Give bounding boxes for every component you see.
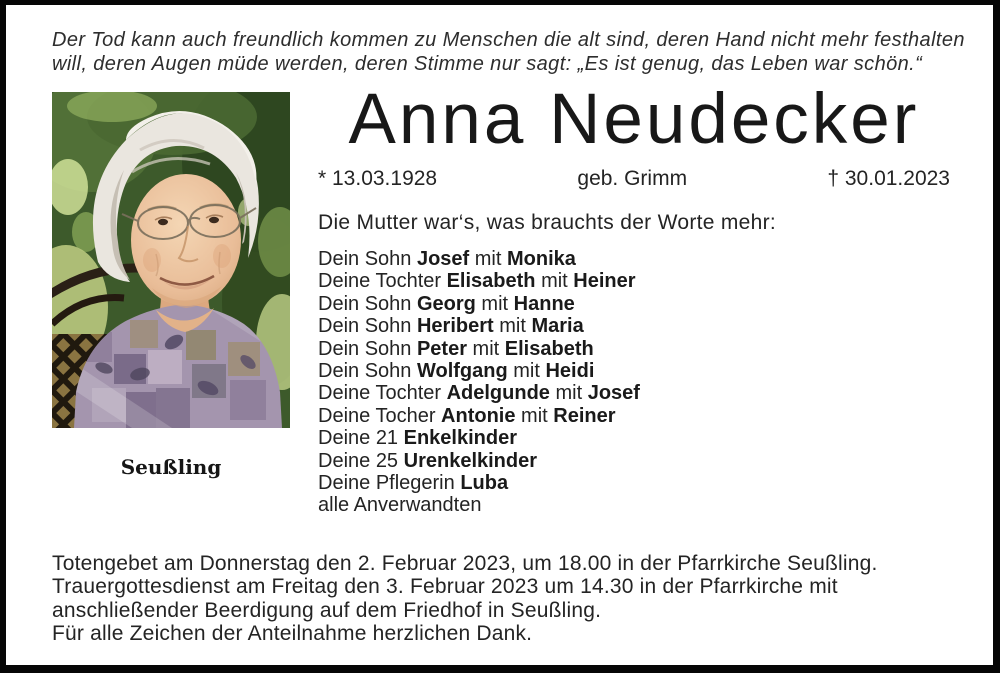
mourner-row: Deine Pflegerin Luba bbox=[318, 472, 509, 495]
woman-portrait-image bbox=[52, 92, 290, 428]
mourner-row: Deine Tochter Adelgunde mit Josef bbox=[318, 382, 640, 405]
mourners-list bbox=[318, 248, 640, 517]
mourner-row: Deine 25 Urenkelkinder bbox=[318, 449, 538, 472]
mourner-row: Dein Sohn Wolfgang mit Heidi bbox=[318, 360, 595, 383]
mourner-row: Dein Sohn Georg mit Hanne bbox=[318, 292, 575, 315]
birth-date: * 13.03.1928 bbox=[318, 167, 438, 190]
mourner-row: Deine 21 Enkelkinder bbox=[318, 427, 518, 450]
announcement-line: anschließender Beerdigung auf dem Friedhof in Seußling. bbox=[52, 598, 602, 622]
mourner-row: Deine Tochter Elisabeth mit Heiner bbox=[318, 270, 636, 293]
deceased-name: Anna Neudecker bbox=[348, 80, 920, 159]
announcement-line: Trauergottesdienst am Freitag den 3. Februar 2023 um 14.30 in der Pfarrkirche mit bbox=[52, 575, 838, 599]
portrait-photo bbox=[52, 92, 290, 428]
funeral-announcements bbox=[52, 552, 878, 646]
life-dates bbox=[318, 167, 950, 191]
mourner-row: Dein Sohn Heribert mit Maria bbox=[318, 315, 584, 338]
photo-caption: Seußling bbox=[120, 455, 222, 479]
announcement-line: Totengebet am Donnerstag den 2. Februar 2023, um 18.00 in der Pfarrkirche Seußling. bbox=[52, 552, 878, 575]
mourner-row: alle Anverwandten bbox=[318, 494, 482, 517]
death-date: † 30.01.2023 bbox=[827, 167, 950, 190]
intro-line: Die Mutter war‘s, was brauchts der Worte mehr: bbox=[318, 211, 777, 234]
opening-quote bbox=[52, 28, 965, 76]
maiden-name: geb. Grimm bbox=[577, 167, 688, 190]
announcement-line: Für alle Zeichen der Anteilnahme herzlichen Dank. bbox=[52, 622, 533, 646]
mourner-row: Deine Tocher Antonie mit Reiner bbox=[318, 404, 616, 427]
quote-line-1: Der Tod kann auch freundlich kommen zu Menschen die alt sind, deren Hand nicht mehr festhalten bbox=[52, 29, 965, 51]
mourner-row: Dein Sohn Peter mit Elisabeth bbox=[318, 337, 594, 360]
mourner-row: Dein Sohn Josef mit Monika bbox=[318, 248, 576, 270]
quote-line-2: will, deren Augen müde werden, deren Stimme nur sagt: „Es ist genug, das Leben war schön.“ bbox=[52, 53, 923, 75]
